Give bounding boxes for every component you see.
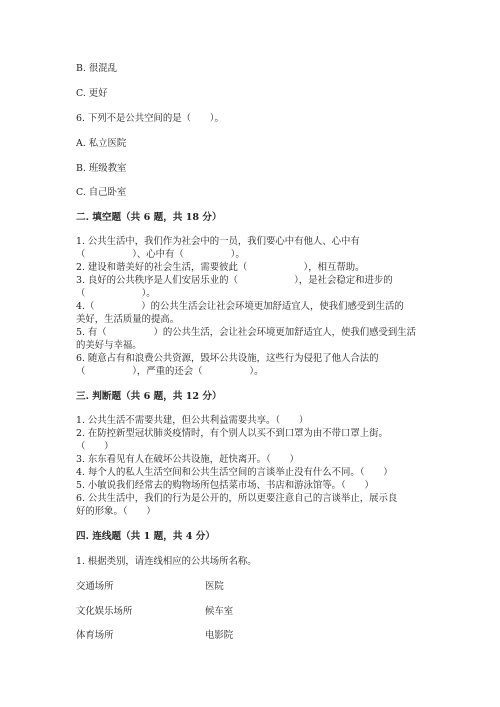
judge-line: 好的形象。（ ） (76, 506, 156, 517)
match-left-item[interactable]: 文化娱乐场所 (76, 606, 133, 617)
fill-line: 5. 有（ ）的公共生活，会让社会环境更加舒适宜人，使我们感受到生活 (76, 327, 417, 338)
fill-line: 2. 建设和谐美好的社会生活，需要彼此（ ），相互帮助。 (76, 262, 365, 273)
judge-section-heading: 三. 判断题（共 6 题，共 12 分） (76, 391, 222, 402)
match-right-item[interactable]: 电影院 (205, 630, 234, 641)
match-section-heading: 四. 连线题（共 1 题，共 4 分） (76, 531, 215, 542)
match-right-item[interactable]: 医院 (205, 581, 224, 592)
fill-line: 1. 公共生活中，我们作为社会中的一员，我们要心中有他人、心中有 (76, 236, 360, 247)
q6-option-b: B. 班级教室 (76, 163, 127, 174)
match-left-item[interactable]: 体育场所 (76, 630, 114, 641)
q5-option-b: B. 很混乱 (76, 63, 117, 74)
judge-line: 3. 东东看见有人在破坏公共设施，赶快离开。（ ） (76, 454, 299, 465)
fill-line: 6. 随意占有和浪费公共资源，毁坏公共设施，这些行为侵犯了他人合法的 (76, 353, 379, 364)
judge-line: 1. 公共生活不需要共建，但公共利益需要共享。（ ） (76, 415, 309, 426)
match-left-item[interactable]: 交通场所 (76, 581, 114, 592)
judge-line: （ ） (76, 441, 114, 452)
fill-section-heading: 二. 填空题（共 6 题，共 18 分） (76, 212, 222, 223)
match-right-item[interactable]: 候车室 (205, 606, 234, 617)
fill-line: 的美好与幸福。 (76, 340, 142, 351)
fill-line: 美好，生活质量的提高。 (76, 314, 180, 325)
q6-option-a: A. 私立医院 (76, 138, 127, 149)
judge-line: 4. 每个人的私人生活空间和公共生活空间的言谈举止没有什么不同。（ ） (76, 467, 393, 478)
fill-line: （ ）、心中有（ ）。 (76, 249, 245, 260)
q5-option-c: C. 更好 (76, 88, 108, 99)
fill-line: 3. 良好的公共秩序是人们安居乐业的（ ），是社会稳定和进步的 (76, 275, 393, 286)
judge-line: 2. 在防控新型冠状肺炎疫情时，有个别人以买不到口罩为由不带口罩上街。 (76, 428, 388, 439)
match-stem: 1. 根据类别，请连线相应的公共场所名称。 (76, 556, 257, 567)
fill-line: （ ），严重的还会（ ）。 (76, 366, 264, 377)
fill-line: 4.（ ）的公共生活会让社会环境更加舒适宜人，使我们感受到生活的 (76, 301, 404, 312)
q6-stem: 6. 下列不是公共空间的是（ ）。 (76, 113, 224, 124)
judge-line: 6. 公共生活中，我们的行为是公开的，所以更要注意自己的言谈举止，展示良 (76, 493, 398, 504)
fill-line: （ ）。 (76, 288, 156, 299)
q6-option-c: C. 自己卧室 (76, 187, 127, 198)
judge-line: 5. 小敏说我们经常去的购物场所包括菜市场、书店和游泳馆等。（ ） (76, 480, 374, 491)
